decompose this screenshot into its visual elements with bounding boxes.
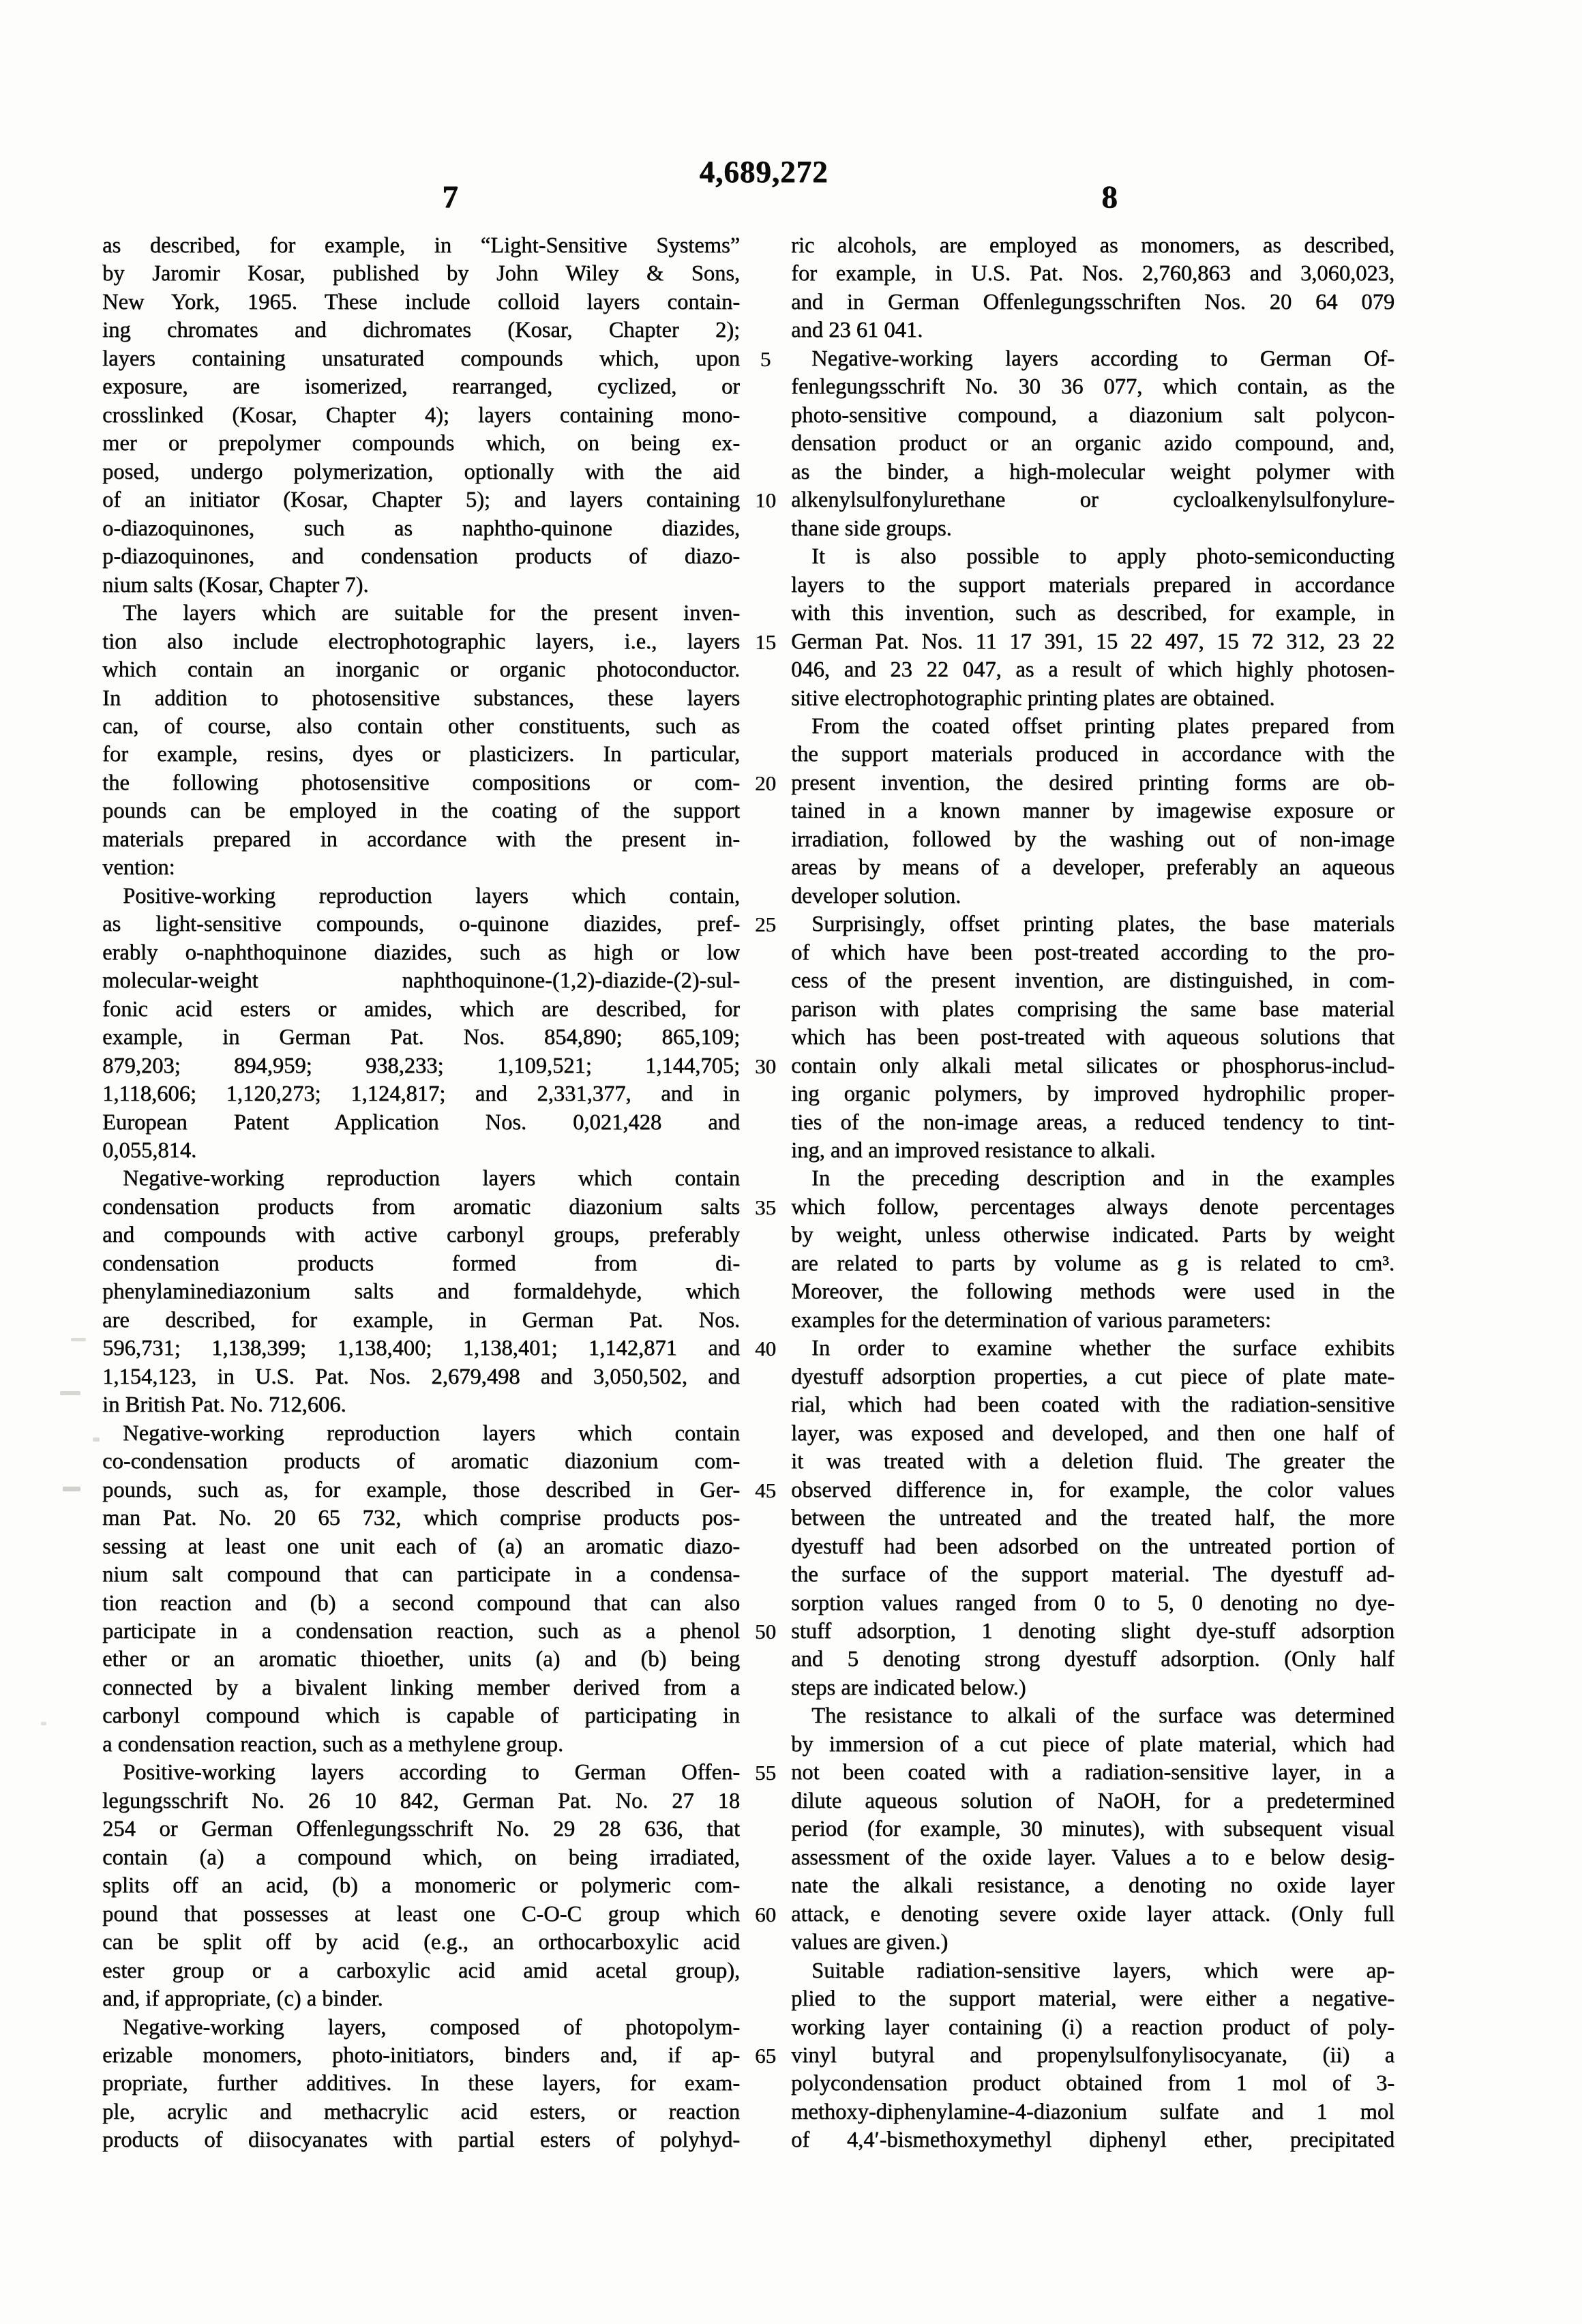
text-line: Negative-working reproduction layers which contain — [123, 1420, 740, 1446]
text-line: steps are indicated below.) — [791, 1675, 1026, 1700]
text-line: products of diisocyanates with partial esters of polyhyd- — [102, 2128, 740, 2153]
text-line: the support materials produced in accordance with the — [791, 742, 1394, 767]
line-number: 55 — [755, 1761, 776, 1785]
text-line: sorption values ranged from 0 to 5, 0 denoting no dye- — [791, 1590, 1394, 1615]
text-line: present invention, the desired printing forms are ob- — [791, 770, 1394, 795]
text-line: Suitable radiation-sensitive layers, which were ap- — [811, 1958, 1394, 1983]
text-line: with this invention, such as described, for example, in — [791, 601, 1394, 626]
text-line: Negative-working layers according to German Of- — [811, 346, 1394, 371]
text-line: example, in German Pat. Nos. 854,890; 865,109; — [102, 1025, 740, 1050]
text-line: 1,118,606; 1,120,273; 1,124,817; and 2,331,377, and in — [102, 1082, 740, 1107]
text-line: mer or prepolymer compounds which, on being ex- — [102, 431, 740, 456]
text-line: layers to the support materials prepared in accordance — [791, 572, 1394, 597]
text-line: exposure, are isomerized, rearranged, cyclized, or — [102, 374, 740, 400]
line-number: 50 — [755, 1620, 776, 1644]
text-line: carbonyl compound which is capable of participating in — [102, 1703, 740, 1729]
text-line: sitive electrophotographic printing plates are obtained. — [791, 685, 1275, 711]
text-line: pound that possesses at least one C-O-C group which — [102, 1901, 740, 1926]
line-number: 5 — [760, 346, 771, 371]
text-line: dyestuff adsorption properties, a cut piece of plate mate- — [791, 1364, 1394, 1389]
line-number: 65 — [755, 2044, 776, 2068]
text-line: man Pat. No. 20 65 732, which comprise products pos- — [102, 1506, 740, 1531]
text-line: Positive-working layers according to German Offen- — [123, 1760, 740, 1785]
text-line: irradiation, followed by the washing out of non-image — [791, 826, 1394, 852]
scan-artifact — [71, 1338, 86, 1341]
line-number: 40 — [755, 1337, 776, 1361]
text-line: p-diazoquinones, and condensation products of diazo- — [102, 544, 740, 569]
line-number: 25 — [755, 912, 776, 937]
text-line: ple, acrylic and methacrylic acid esters, or reaction — [102, 2099, 740, 2124]
text-line: areas by means of a developer, preferably an aqueous — [791, 855, 1394, 880]
text-line: which contain an inorganic or organic photoconductor. — [102, 657, 740, 683]
text-line: condensation products from aromatic diazonium salts — [102, 1194, 740, 1219]
text-line: cess of the present invention, are distinguished, in com- — [791, 968, 1394, 994]
text-line: sessing at least one unit each of (a) an aromatic diazo- — [102, 1534, 740, 1559]
text-line: phenylaminediazonium salts and formaldehyde, which — [102, 1279, 740, 1305]
text-line: contain only alkali metal silicates or phosphorus-includ- — [791, 1053, 1394, 1078]
text-line: molecular-weight naphthoquinone-(1,2)-diazide-(2)-sul- — [102, 968, 740, 994]
text-line: of 4,4′-bismethoxymethyl diphenyl ether, precipitated — [791, 2128, 1394, 2153]
line-number: 10 — [755, 488, 776, 513]
text-line: New York, 1965. These include colloid layers contain- — [102, 289, 740, 314]
text-line: are described, for example, in German Pat. Nos. — [102, 1307, 740, 1332]
text-line: 046, and 23 22 047, as a result of which highly photosen- — [791, 657, 1394, 683]
text-line: the surface of the support material. The dyestuff ad- — [791, 1562, 1394, 1588]
text-line: 0,055,814. — [102, 1138, 197, 1163]
text-line: 879,203; 894,959; 938,233; 1,109,521; 1,144,705; — [102, 1053, 740, 1078]
text-line: assessment of the oxide layer. Values a to e below desig- — [791, 1845, 1394, 1870]
text-line: and compounds with active carbonyl groups, preferably — [102, 1223, 740, 1248]
text-line: values are given.) — [791, 1930, 949, 1955]
text-line: It is also possible to apply photo-semiconducting — [811, 544, 1394, 569]
text-line: tained in a known manner by imagewise exposure or — [791, 799, 1394, 824]
right-column — [791, 232, 1394, 2155]
text-line: German Pat. Nos. 11 17 391, 15 22 497, 15 72 312, 23 22 — [791, 629, 1394, 654]
text-line: and 5 denoting strong dyestuff adsorption. (Only half — [791, 1647, 1394, 1672]
text-line: rial, which had been coated with the radiation-sensitive — [791, 1392, 1394, 1418]
text-line: in British Pat. No. 712,606. — [102, 1392, 346, 1418]
text-line: ing, and an improved resistance to alkali. — [791, 1138, 1156, 1163]
text-line: condensation products formed from di- — [102, 1251, 740, 1276]
text-line: vinyl butyral and propenylsulfonylisocyanate, (ii) a — [791, 2043, 1394, 2068]
text-line: nium salts (Kosar, Chapter 7). — [102, 572, 369, 597]
text-line: nate the alkali resistance, a denoting no oxide layer — [791, 1873, 1394, 1898]
text-line: From the coated offset printing plates prepared from — [811, 713, 1394, 739]
text-line: Surprisingly, offset printing plates, the base materials — [811, 912, 1394, 937]
text-line: attack, e denoting severe oxide layer attack. (Only full — [791, 1901, 1394, 1926]
text-line: ric alcohols, are employed as monomers, as described, — [791, 233, 1394, 258]
text-line: tion also include electrophotographic layers, i.e., layers — [102, 629, 740, 654]
text-line: propriate, further additives. In these layers, for exam- — [102, 2071, 740, 2096]
text-line: ing chromates and dichromates (Kosar, Chapter 2); — [102, 318, 740, 343]
text-line: dyestuff had been adsorbed on the untreated portion of — [791, 1534, 1394, 1559]
text-line: participate in a condensation reaction, such as a phenol — [102, 1618, 740, 1643]
text-line: The layers which are suitable for the present inven- — [123, 601, 740, 626]
line-number: 45 — [755, 1478, 776, 1502]
column-number-left: 7 — [442, 179, 458, 215]
text-line: not been coated with a radiation-sensitive layer, in a — [791, 1760, 1394, 1785]
text-line: observed difference in, for example, the color values — [791, 1477, 1394, 1502]
text-line: splits off an acid, (b) a monomeric or polymeric com- — [102, 1873, 740, 1898]
text-line: fenlegungsschrift No. 30 36 077, which contain, as the — [791, 374, 1394, 400]
text-line: are related to parts by volume as g is related to cm³. — [791, 1251, 1394, 1276]
text-line: ether or an aromatic thioether, units (a) and (b) being — [102, 1647, 740, 1672]
text-line: vention: — [102, 855, 175, 880]
text-line: connected by a bivalent linking member derived from a — [102, 1675, 740, 1700]
patent-number: 4,689,272 — [699, 155, 829, 189]
text-line: erizable monomers, photo-initiators, binders and, if ap- — [102, 2043, 740, 2068]
text-line: working layer containing (i) a reaction product of poly- — [791, 2014, 1394, 2040]
text-line: ester group or a carboxylic acid amid acetal group), — [102, 1958, 740, 1983]
line-number: 35 — [755, 1195, 776, 1219]
text-line: pounds can be employed in the coating of the support — [102, 799, 740, 824]
text-line: crosslinked (Kosar, Chapter 4); layers containing mono- — [102, 402, 740, 428]
text-line: as light-sensitive compounds, o-quinone diazides, pref- — [102, 912, 740, 937]
text-line: methoxy-diphenylamine-4-diazonium sulfate and 1 mol — [791, 2099, 1394, 2124]
text-line: the following photosensitive compositions or com- — [102, 770, 740, 795]
text-line: fonic acid esters or amides, which are described, for — [102, 996, 740, 1022]
text-line: In the preceding description and in the examples — [811, 1166, 1394, 1191]
text-line: 254 or German Offenlegungsschrift No. 29 28 636, that — [102, 1817, 740, 1842]
text-line: thane side groups. — [791, 516, 952, 541]
text-line: nium salt compound that can participate in a condensa- — [102, 1562, 740, 1588]
text-line: it was treated with a deletion fluid. The greater the — [791, 1449, 1394, 1474]
text-line: pounds, such as, for example, those described in Ger- — [102, 1477, 740, 1502]
text-line: for example, resins, dyes or plasticizers. In particular, — [102, 742, 740, 767]
text-line: European Patent Application Nos. 0,021,428 and — [102, 1109, 740, 1135]
text-line: period (for example, 30 minutes), with subsequent visual — [791, 1817, 1394, 1842]
text-line: by immersion of a cut piece of plate material, which had — [791, 1731, 1394, 1757]
line-number: 30 — [755, 1054, 776, 1078]
left-column — [102, 232, 740, 2155]
line-number: 20 — [755, 771, 776, 795]
column-number-right: 8 — [1101, 179, 1118, 215]
scan-artifact — [41, 1722, 46, 1725]
text-line: of which have been post-treated according to the pro- — [791, 940, 1394, 965]
text-line: layer, was exposed and developed, and then one half of — [791, 1420, 1394, 1446]
text-line: alkenylsulfonylurethane or cycloalkenylsulfonylure- — [791, 488, 1394, 513]
text-line: tion reaction and (b) a second compound that can also — [102, 1590, 740, 1615]
text-line: of an initiator (Kosar, Chapter 5); and layers containing — [102, 488, 740, 513]
text-line: Negative-working reproduction layers which contain — [123, 1166, 740, 1191]
text-line: and, if appropriate, (c) a binder. — [102, 1986, 383, 2012]
text-line: Moreover, the following methods were used in the — [791, 1279, 1394, 1305]
text-line: parison with plates comprising the same base material — [791, 996, 1394, 1022]
text-line: between the untreated and the treated half, the more — [791, 1506, 1394, 1531]
text-line: In order to examine whether the surface exhibits — [811, 1336, 1394, 1361]
text-line: o-diazoquinones, such as naphtho-quinone diazides, — [102, 516, 740, 541]
text-line: ing organic polymers, by improved hydrophilic proper- — [791, 1082, 1394, 1107]
text-line: layers containing unsaturated compounds which, upon — [102, 346, 740, 371]
text-line: by weight, unless otherwise indicated. Parts by weight — [791, 1223, 1394, 1248]
text-line: densation product or an organic azido compound, and, — [791, 431, 1394, 456]
scan-artifact — [93, 1437, 100, 1442]
text-line: as described, for example, in “Light-Sensitive Systems” — [102, 233, 740, 258]
text-line: and in German Offenlegungsschriften Nos. 20 64 079 — [791, 289, 1394, 314]
text-line: co-condensation products of aromatic diazonium com- — [102, 1449, 740, 1474]
text-line: dilute aqueous solution of NaOH, for a predetermined — [791, 1788, 1394, 1813]
text-line: which has been post-treated with aqueous solutions that — [791, 1025, 1394, 1050]
text-line: Negative-working layers, composed of photopolym- — [123, 2014, 740, 2040]
text-line: ties of the non-image areas, a reduced tendency to tint- — [791, 1109, 1394, 1135]
text-line: and 23 61 041. — [791, 318, 923, 343]
text-line: can, of course, also contain other constituents, such as — [102, 713, 740, 739]
text-line: which follow, percentages always denote percentages — [791, 1194, 1394, 1219]
text-line: developer solution. — [791, 883, 961, 908]
text-line: contain (a) a compound which, on being irradiated, — [102, 1845, 740, 1870]
text-line: for example, in U.S. Pat. Nos. 2,760,863 and 3,060,023, — [791, 261, 1394, 286]
text-line: can be split off by acid (e.g., an orthocarboxylic acid — [102, 1930, 740, 1955]
line-number: 60 — [755, 1902, 776, 1926]
text-line: 1,154,123, in U.S. Pat. Nos. 2,679,498 and 3,050,502, and — [102, 1364, 740, 1389]
line-number-gutter — [740, 232, 791, 2162]
text-line: examples for the determination of various parameters: — [791, 1307, 1271, 1332]
text-line: by Jaromir Kosar, published by John Wiley & Sons, — [102, 261, 740, 286]
text-line: Positive-working reproduction layers which contain, — [123, 883, 740, 908]
text-line: materials prepared in accordance with the present in- — [102, 826, 740, 852]
text-line: posed, undergo polymerization, optionally with the aid — [102, 459, 740, 484]
text-line: legungsschrift No. 26 10 842, German Pat. No. 27 18 — [102, 1788, 740, 1813]
text-line: polycondensation product obtained from 1 mol of 3- — [791, 2071, 1394, 2096]
scan-artifact — [63, 1487, 80, 1491]
text-line: erably o-naphthoquinone diazides, such as high or low — [102, 940, 740, 965]
text-line: plied to the support material, were either a negative- — [791, 1986, 1394, 2012]
text-line: 596,731; 1,138,399; 1,138,400; 1,138,401; 1,142,871 and — [102, 1336, 740, 1361]
text-line: photo-sensitive compound, a diazonium salt polycon- — [791, 402, 1394, 428]
line-number: 15 — [755, 629, 776, 654]
text-line: The resistance to alkali of the surface was determined — [811, 1703, 1394, 1729]
scan-artifact — [60, 1391, 80, 1395]
text-line: In addition to photosensitive substances, these layers — [102, 685, 740, 711]
text-line: stuff adsorption, 1 denoting slight dye-stuff adsorption — [791, 1618, 1394, 1643]
text-line: as the binder, a high-molecular weight polymer with — [791, 459, 1394, 484]
text-line: a condensation reaction, such as a methylene group. — [102, 1731, 563, 1757]
